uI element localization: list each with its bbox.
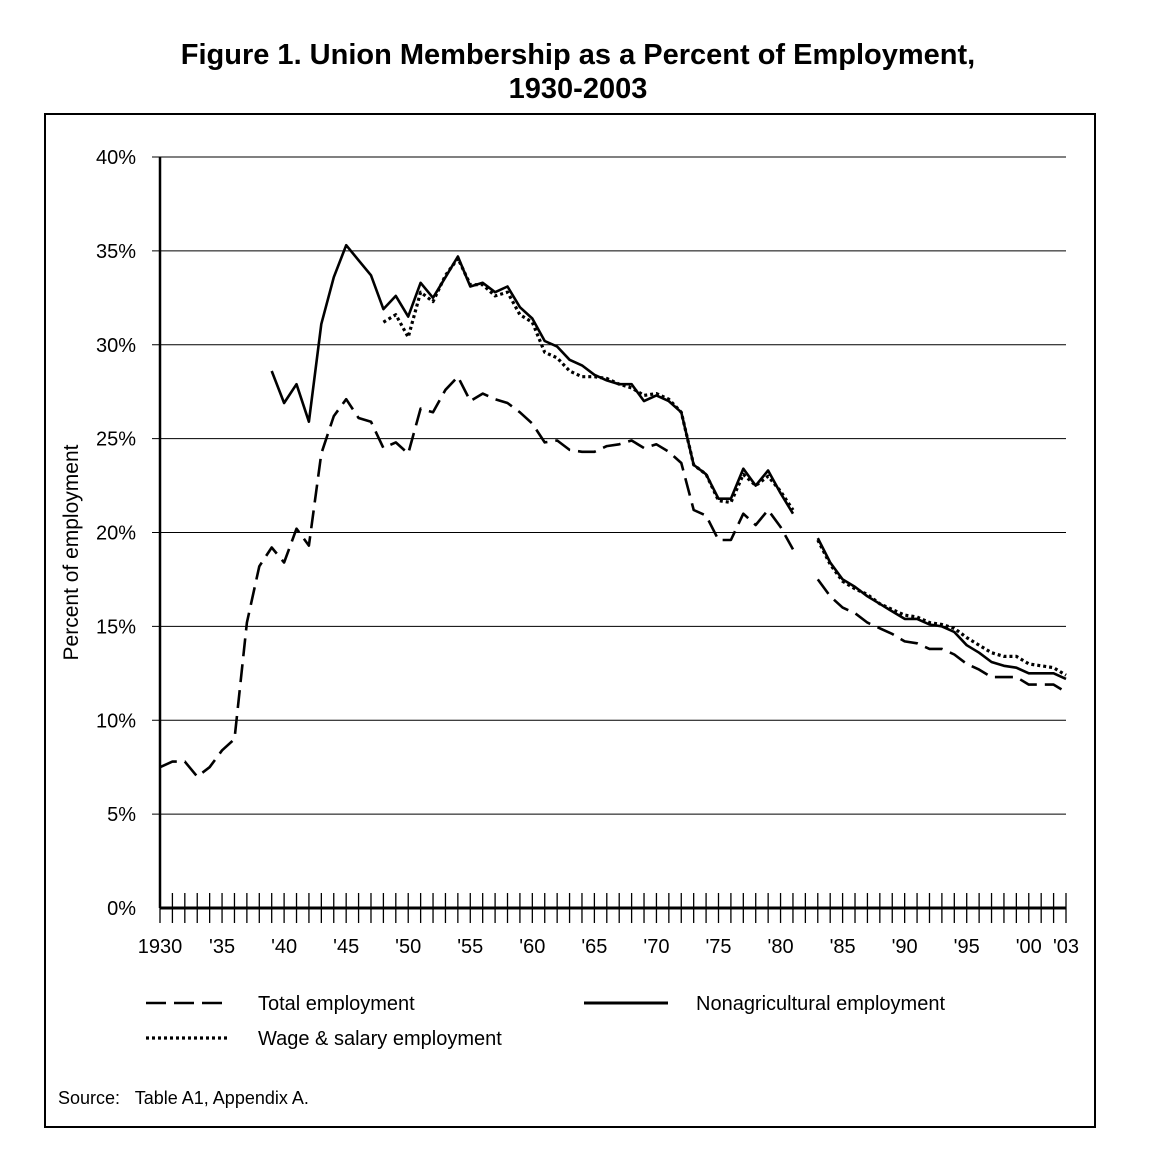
legend-wage-salary-employment-label: Wage & salary employment	[258, 1028, 502, 1050]
x-tick-label: '00	[1015, 936, 1042, 958]
x-tick-label: '80	[767, 936, 794, 958]
y-tick-label: 20%	[95, 522, 136, 545]
legend-total-employment-label: Total employment	[258, 993, 415, 1015]
source-text: Table A1, Appendix A.	[134, 1088, 309, 1108]
x-tick-label: '70	[643, 936, 670, 958]
x-tick-label: '35	[209, 936, 236, 958]
series-wage-salary-employment-line	[383, 258, 793, 510]
x-tick-label: '60	[519, 936, 546, 958]
x-tick-label: '50	[395, 936, 422, 958]
y-tick-label: 35%	[95, 240, 136, 263]
x-tick-label: '65	[581, 936, 608, 958]
gridlines	[152, 157, 1066, 814]
y-tick-label: 40%	[95, 147, 136, 169]
series-total-employment-line	[160, 377, 793, 777]
chart-title-line-1: Figure 1. Union Membership as a Percent of Employment,	[180, 39, 976, 71]
source-note	[58, 1088, 309, 1109]
y-axis-label: Percent of employment	[60, 444, 83, 661]
legend	[146, 993, 945, 1050]
axes	[60, 147, 1079, 958]
x-tick-label: 1930	[137, 936, 183, 958]
x-tick-label: '85	[829, 936, 856, 958]
x-tick-label: '03	[1052, 936, 1080, 958]
y-tick-label: 30%	[95, 334, 136, 357]
x-tick-label: '95	[953, 936, 980, 958]
x-tick-label: '90	[891, 936, 918, 958]
y-tick-label: 0%	[107, 898, 136, 920]
y-tick-label: 15%	[95, 616, 136, 639]
y-tick-label: 10%	[95, 710, 136, 733]
series-nonagricultural-employment-line	[272, 245, 793, 514]
series-wage-salary-employment-line	[818, 540, 1066, 675]
y-tick-label: 25%	[95, 428, 136, 451]
series-total-employment-line	[818, 579, 1066, 692]
source-label: Source:	[58, 1088, 121, 1108]
x-tick-label: '45	[333, 936, 360, 958]
legend-nonagricultural-employment-label: Nonagricultural employment	[696, 993, 946, 1015]
chart-title-line-2: 1930-2003	[508, 73, 648, 105]
x-tick-label: '55	[457, 936, 484, 958]
series-nonagricultural-employment-line	[818, 538, 1066, 679]
x-tick-label: '40	[271, 936, 298, 958]
y-tick-label: 5%	[107, 804, 136, 827]
x-tick-label: '75	[705, 936, 732, 958]
series-lines	[160, 245, 1066, 776]
